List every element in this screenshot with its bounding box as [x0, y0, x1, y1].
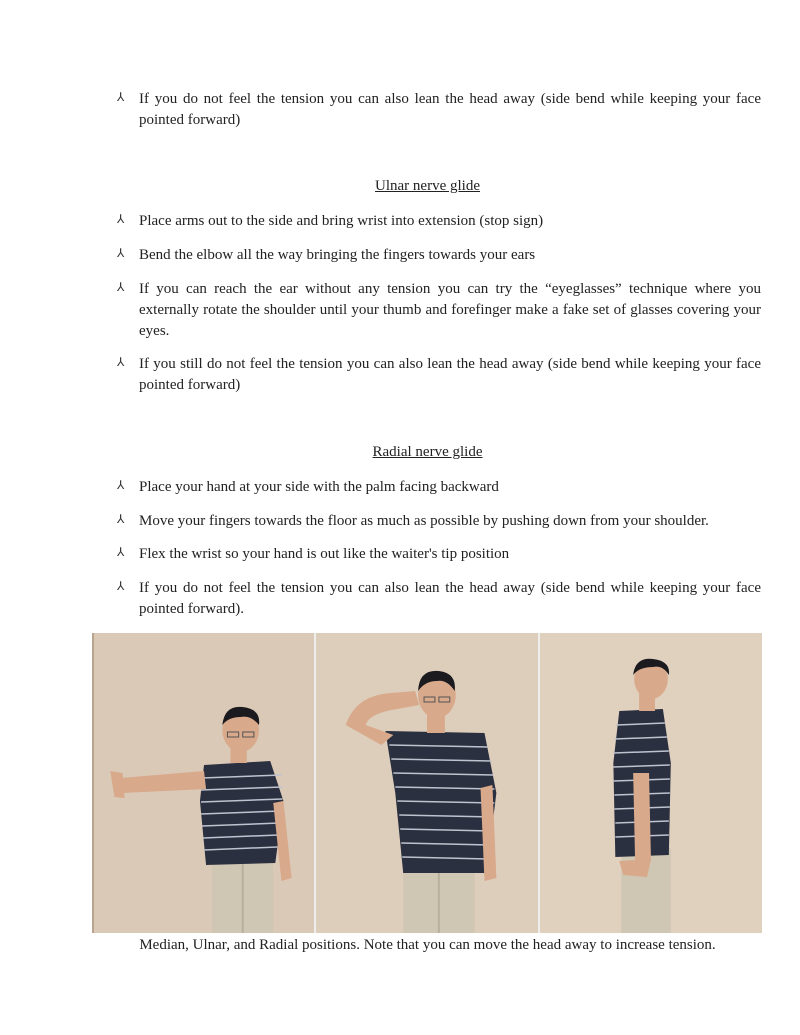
- exercise-photos: [92, 633, 762, 933]
- bullet-icon: ⅄: [117, 212, 125, 226]
- bullet-icon: ⅄: [117, 512, 125, 526]
- section-heading-radial: Radial nerve glide: [372, 444, 483, 460]
- bullet-icon: ⅄: [117, 90, 125, 104]
- bullet-text: Place arms out to the side and bring wrist into extension (stop sign): [139, 213, 544, 229]
- bullet-text: Move your fingers towards the floor as much as possible by pushing down from your shoulder.: [139, 513, 709, 529]
- bullet-text: If you still do not feel the tension you can also lean the head away (side bend while keeping your face pointed forward): [139, 356, 761, 393]
- bullet-icon: ⅄: [117, 579, 125, 593]
- bullet-text: If you do not feel the tension you can also lean the head away (side bend while keeping your face pointed forward).: [139, 580, 761, 617]
- bullet-icon: ⅄: [117, 545, 125, 559]
- bullet-icon: ⅄: [117, 280, 125, 294]
- ulnar-position-photo: [316, 633, 538, 933]
- bullet-text: If you can reach the ear without any tension you can try the “eyeglasses” technique where you externally rotate the shoulder until your thumb and forefinger make a fake set of glasses covering your eyes.: [139, 281, 761, 339]
- bullet-icon: ⅄: [117, 355, 125, 369]
- section-heading-ulnar: Ulnar nerve glide: [375, 178, 480, 194]
- median-position-photo: [92, 633, 314, 933]
- bullet-icon: ⅄: [117, 246, 125, 260]
- bullet-text: If you do not feel the tension you can also lean the head away (side bend while keeping your face pointed forward): [139, 91, 761, 128]
- figure-caption: Median, Ulnar, and Radial positions. Note that you can move the head away to increase tension.: [139, 937, 716, 953]
- bullet-text: Place your hand at your side with the palm facing backward: [139, 479, 499, 495]
- bullet-text: Flex the wrist so your hand is out like the waiter's tip position: [139, 546, 510, 562]
- radial-position-photo: [540, 633, 762, 933]
- bullet-text: Bend the elbow all the way bringing the fingers towards your ears: [139, 247, 536, 263]
- bullet-icon: ⅄: [117, 478, 125, 492]
